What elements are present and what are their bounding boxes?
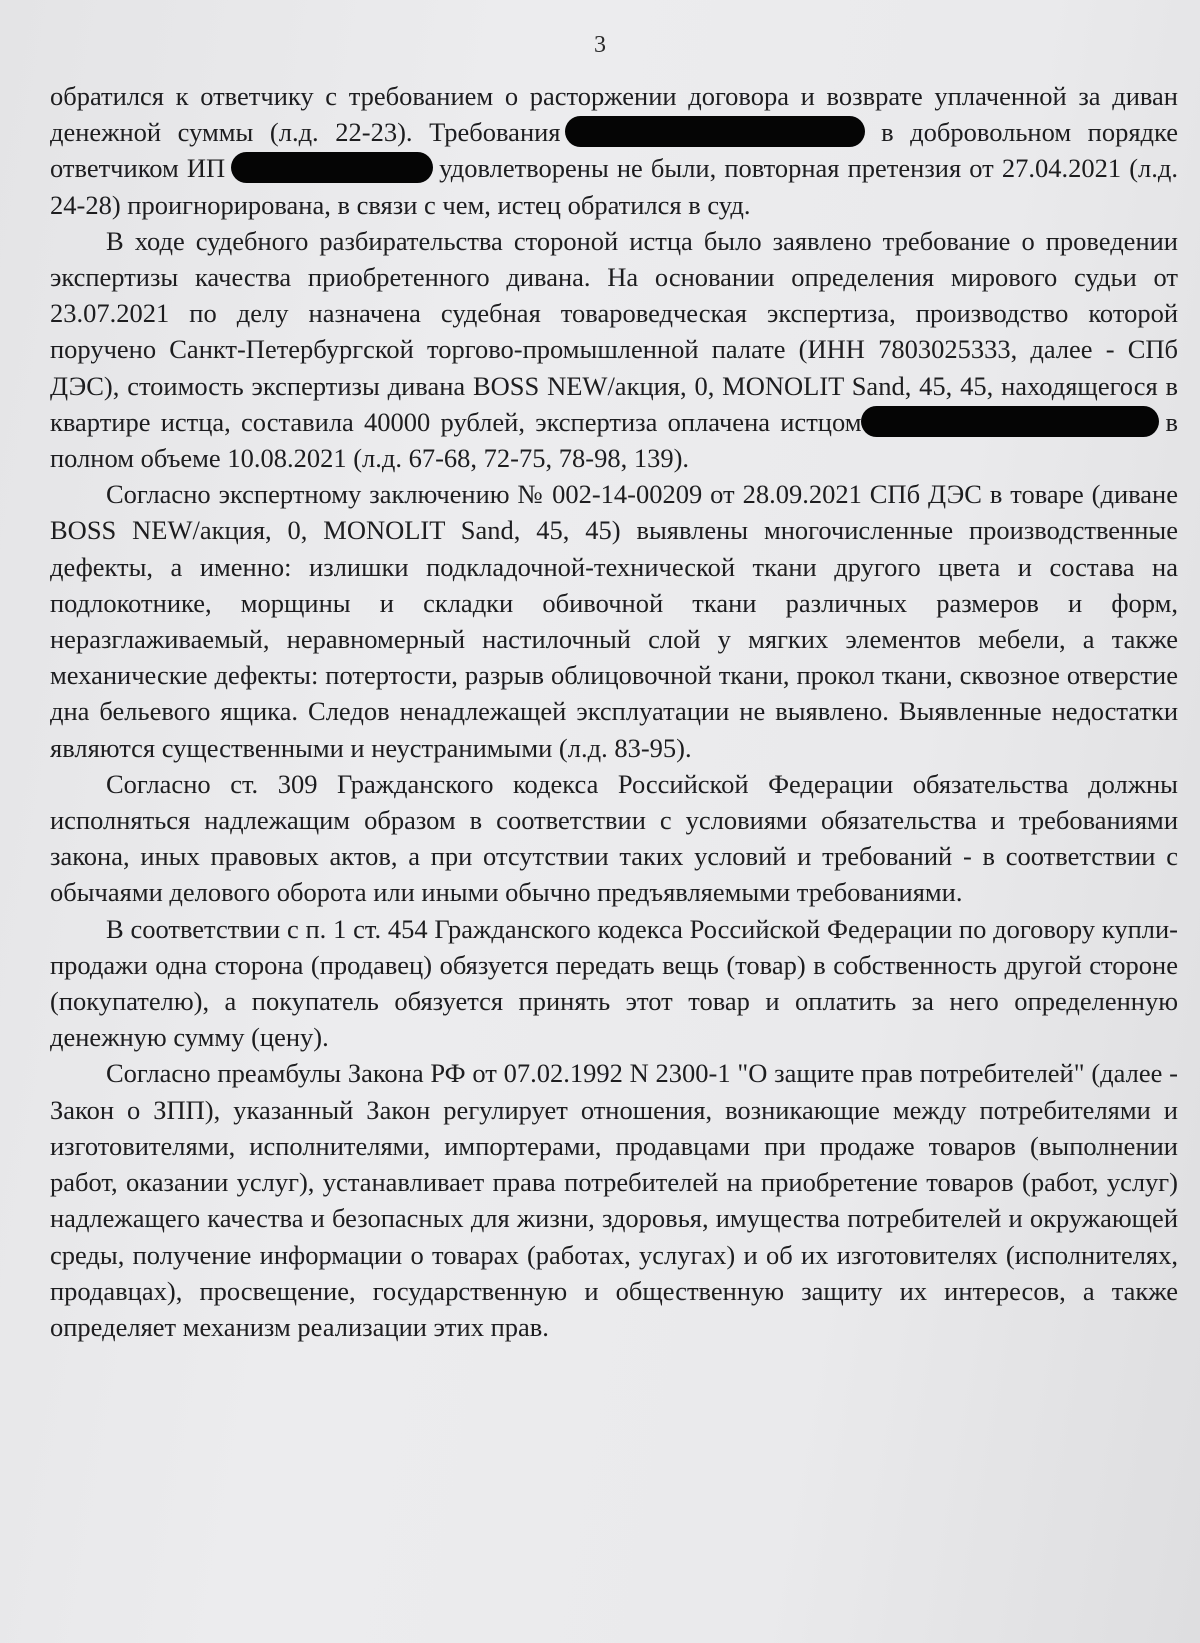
paragraph-1-part-a: обратился к ответчику с требованием о расторжении договора и возврате уплаченной за диван денежной суммы (л.д. 22-23). Требования (50, 81, 1178, 148)
paragraph-6: Согласно преамбулы Закона РФ от 07.02.1992 N 2300-1 "О защите прав потребителей" (далее - Закон о ЗПП), указанный Закон регулирует отношения, возникающие между потребителями и изготовителями, исполнителями, импортерами, продавцами при продаже товаров (выполнении работ, оказании услуг), устанавливает права потребителей на приобретение товаров (работ, услуг) надлежащего качества и безопасных для жизни, здоровья, имущества потребителей и окружающей среды, получение информации о товарах (работах, услугах) и об их изготовителях (исполнителях, продавцах), просвещение, государственную и общественную защиту их интересов, а также определяет механизм реализации этих прав. (50, 1058, 1178, 1342)
page-number: 3 (594, 32, 606, 58)
document-body (50, 78, 1178, 1345)
redaction-box (861, 406, 1159, 437)
paragraph-2-part-a: В ходе судебного разбирательства стороной истца было заявлено требование о проведении экспертизы качества приобретенного дивана. На основании определения мирового судьи от 23.07.2021 по делу назначена судебная товароведческая экспертиза, производство которой поручено Санкт-Петербургской торгово-промышленной палате (ИНН 7803025333, далее - СПб ДЭС), стоимость экспертизы дивана BOSS NEW/акция, 0, MONOLIT Sand, 45, 45, находящегося в квартире истца, составила 40000 рублей, экспертиза оплачена истцом (50, 225, 1178, 437)
paragraph-1 (50, 78, 1178, 223)
paragraph-3: Согласно экспертному заключению № 002-14-00209 от 28.09.2021 СПб ДЭС в товаре (диване BOSS NEW/акция, 0, MONOLIT Sand, 45, 45) выявлены многочисленные производственные дефекты, а именно: излишки подкладочной-технической ткани другого цвета и состава на подлокотнике, морщины и складки обивочной ткани различных размеров и форм, неразглаживаемый, неравномерный настилочный слой у мягких элементов мебели, а также механические дефекты: потертости, разрыв облицовочной ткани, прокол ткани, сквозное отверстие дна бельевого ящика. Следов ненадлежащей эксплуатации не выявлено. Выявленные недостатки являются существенными и неустранимыми (л.д. 83-95). (50, 479, 1178, 763)
paragraph-2-part-b: в полном объеме 10.08.2021 (л.д. 67-68, 72-75, 78-98, 139). (50, 406, 1178, 474)
redaction-box (231, 152, 433, 183)
paragraph-5: В соответствии с п. 1 ст. 454 Гражданского кодекса Российской Федерации по договору купли-продажи одна сторона (продавец) обязуется передать вещь (товар) в собственность другой стороне (покупателю), а покупатель обязуется принять этот товар и оплатить за него определенную денежную сумму (цену). (50, 913, 1178, 1053)
redaction-box (565, 116, 865, 147)
paragraph-2 (50, 223, 1178, 476)
paragraph-1-part-b: в добровольном порядке ответчиком ИП (50, 117, 1179, 184)
paragraph-4: Согласно ст. 309 Гражданского кодекса Российской Федерации обязательства должны исполняться надлежащим образом в соответствии с условиями обязательства и требованиями закона, иных правовых актов, а при отсутствии таких условий и требований - в соответствии с обычаями делового оборота или иными обычно предъявляемыми требованиями. (50, 768, 1178, 908)
paragraph-1-part-c: удовлетворены не были, повторная претензия от 27.04.2021 (л.д. 24-28) проигнорирована, в связи с чем, истец обратился в суд. (50, 153, 1178, 220)
